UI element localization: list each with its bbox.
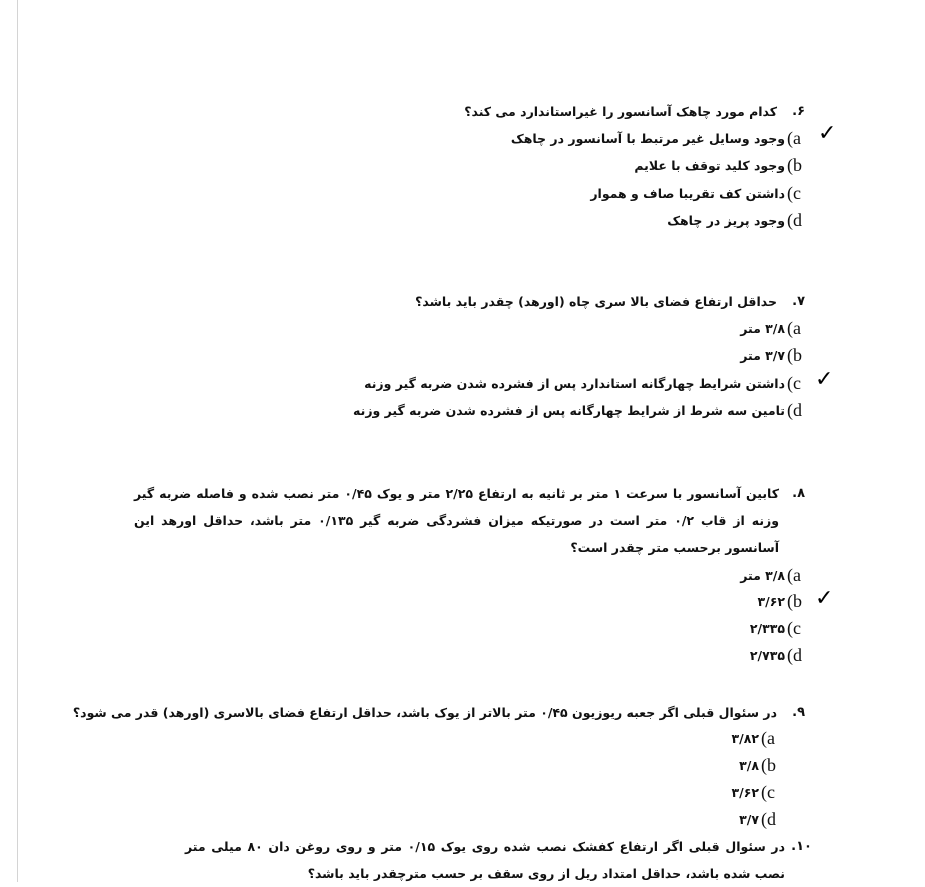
question-7 (415, 288, 805, 315)
option-text: داشتن کف تقریبا صاف و هموار (590, 186, 785, 201)
question-number: ۸. (792, 486, 805, 501)
option-text: وجود کلید توقف با علایم (634, 158, 785, 173)
option-text: وجود پریز در چاهک (667, 213, 785, 228)
question-text: حداقل ارتفاع فضای بالا سری چاه (اورهد) چقدر باید باشد؟ (415, 294, 777, 309)
option-6c[interactable] (590, 180, 815, 207)
option-label: (a (787, 128, 801, 148)
option-label: (d (787, 400, 802, 420)
question-text: در سئوال قبلی اگر جعبه ریوزیون ۰/۴۵ متر بالاتر از یوک باشد، حداقل ارتفاع فضای بالاسری (اورهد) قدر می شود؟ (72, 705, 777, 720)
question-8-text: کابین آسانسور با سرعت ۱ متر بر ثانیه به ارتفاع ۲/۲۵ متر و یوک ۰/۴۵ متر نصب شده و فاصله ضربه گیر وزنه از قاب ۰/۲ متر است در صورتیکه میزان فشردگی ضربه گیر ۰/۱۳۵ متر باشد، حداقل اورهد این آسانسور برحسب متر چقدر است؟ (134, 486, 780, 555)
option-8b[interactable] (758, 588, 815, 615)
option-text: وجود وسایل غیر مرتبط با آسانسور در چاهک (510, 131, 785, 146)
option-label: (b (787, 591, 802, 611)
option-6b[interactable] (634, 152, 815, 179)
option-7a[interactable] (740, 315, 815, 342)
option-7d[interactable] (353, 397, 815, 424)
checkmark-icon: ✓ (815, 367, 834, 392)
question-6 (464, 98, 805, 125)
option-6a[interactable] (511, 125, 815, 152)
option-label: (b (787, 345, 802, 365)
option-label: (c (787, 373, 801, 393)
option-text: ۳/۶۲ (731, 785, 759, 800)
option-7b[interactable] (740, 342, 815, 369)
option-label: (b (787, 155, 802, 175)
option-text: ۳/۸ (739, 758, 759, 773)
option-label: (b (761, 755, 776, 775)
option-9d[interactable] (739, 806, 789, 833)
option-9b[interactable] (739, 752, 789, 779)
option-text: ۳/۸ متر (740, 321, 785, 336)
option-8a[interactable] (740, 562, 815, 589)
checkmark-icon: ✓ (818, 121, 837, 146)
option-label: (c (787, 183, 801, 203)
option-text: ۲/۷۳۵ (749, 648, 785, 663)
option-text: ۲/۳۳۵ (749, 621, 785, 636)
option-9a[interactable] (732, 725, 789, 752)
option-text: ۳/۷ متر (740, 348, 785, 363)
option-label: (d (787, 645, 802, 665)
option-text: داشتن شرایط چهارگانه استاندارد پس از فشرده شدن ضربه گیر وزنه (364, 376, 785, 391)
question-10-text: در سئوال قبلی اگر ارتفاع کفشک نصب شده روی یوک ۰/۱۵ متر و روی روغن دان ۸۰ میلی متر نصب شده باشد، حداقل امتداد ریل از روی سقف بر حسب مترچقدر باید باشد؟ (185, 839, 786, 881)
option-text: ۳/۷ (739, 812, 759, 827)
option-6d[interactable] (667, 207, 815, 234)
option-label: (d (761, 809, 776, 829)
option-8d[interactable] (750, 642, 815, 669)
question-number: ۱۰. (791, 839, 812, 854)
option-text: ۳/۸۲ (731, 731, 759, 746)
question-number: ۶. (792, 104, 805, 119)
option-label: (d (787, 210, 802, 230)
option-text: ۳/۶۲ (757, 594, 785, 609)
option-label: (c (761, 782, 775, 802)
question-number: ۹. (792, 705, 805, 720)
question-number: ۷. (792, 294, 805, 309)
option-label: (a (761, 728, 775, 748)
option-text: ۳/۸ متر (740, 568, 785, 583)
option-9c[interactable] (732, 779, 789, 806)
question-9 (73, 699, 805, 726)
option-label: (a (787, 565, 801, 585)
checkmark-icon: ✓ (815, 586, 834, 611)
option-label: (c (787, 618, 801, 638)
option-text: تامین سه شرط از شرایط چهارگانه پس از فشرده شدن ضربه گیر وزنه (353, 403, 785, 418)
option-7c[interactable] (364, 370, 815, 397)
option-label: (a (787, 318, 801, 338)
page-edge (17, 0, 18, 882)
question-text: کدام مورد چاهک آسانسور را غیراستاندارد می کند؟ (464, 104, 777, 119)
option-8c[interactable] (750, 615, 815, 642)
